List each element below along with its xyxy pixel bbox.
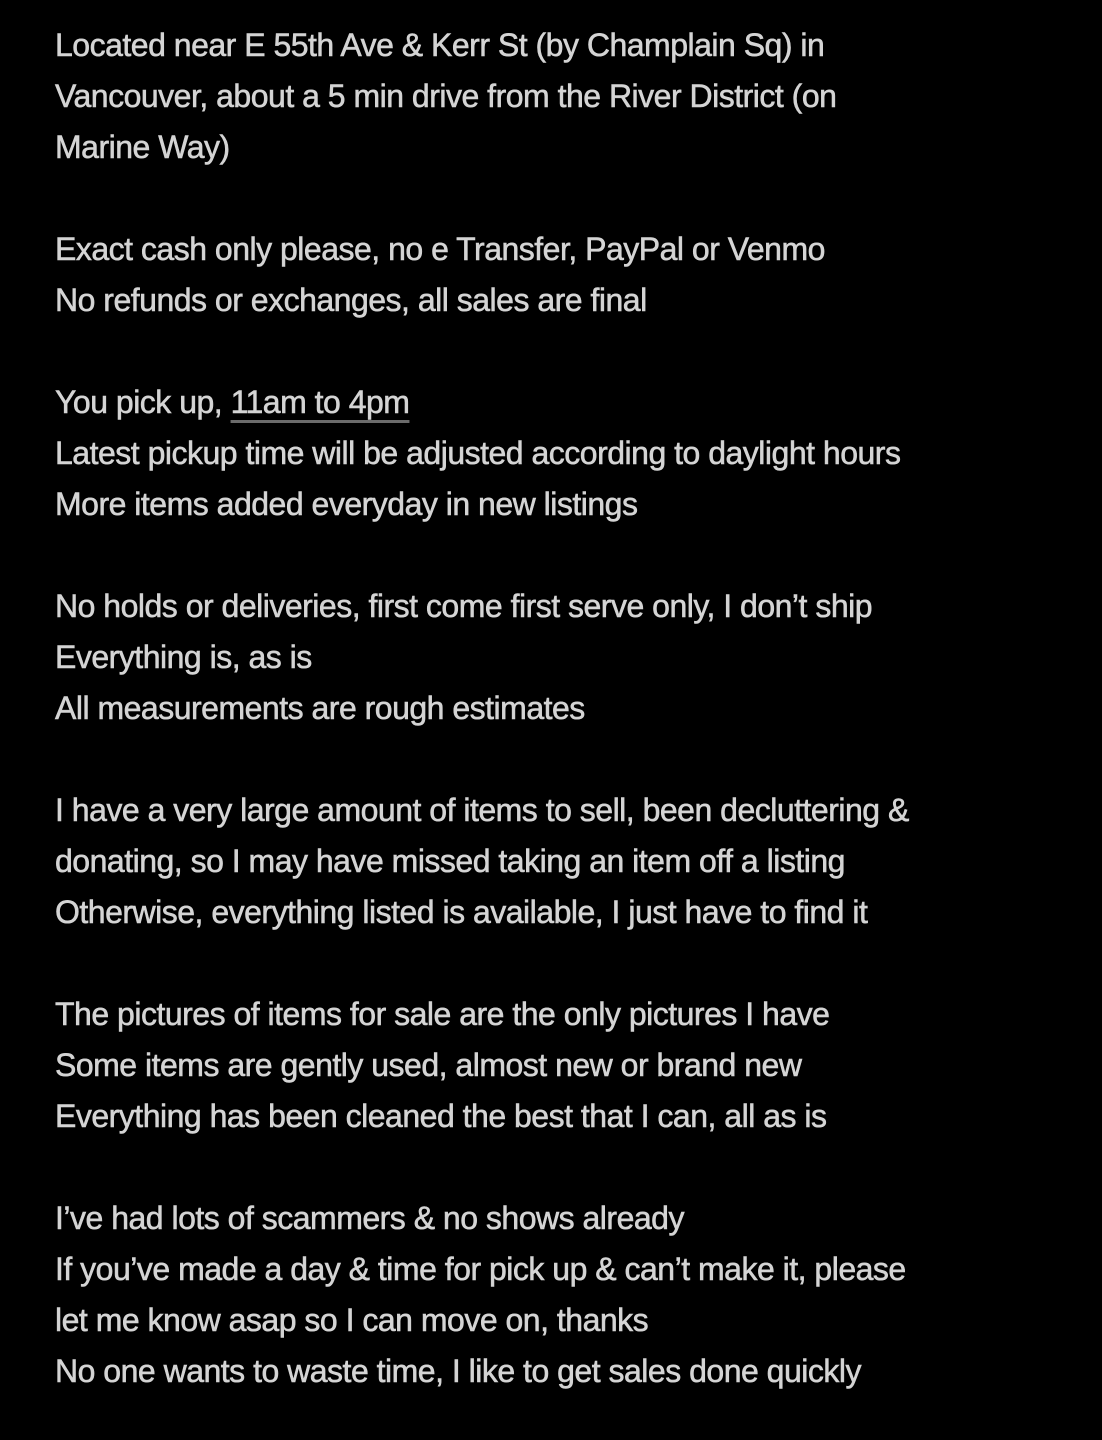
paragraph-inventory (55, 785, 1062, 938)
pickup-hours-line (55, 377, 1062, 428)
text-line: Vancouver, about a 5 min drive from the River District (on (55, 78, 837, 114)
text-line: No one wants to waste time, I like to get sales done quickly (55, 1353, 861, 1389)
text-line: Some items are gently used, almost new or brand new (55, 1047, 802, 1083)
text-line: No holds or deliveries, first come first serve only, I don’t ship (55, 588, 873, 624)
paragraph-condition (55, 989, 1062, 1142)
text-line: More items added everyday in new listings (55, 486, 638, 522)
pickup-prefix-text: You pick up, (55, 384, 231, 420)
text-line: All measurements are rough estimates (55, 690, 585, 726)
text-line: I have a very large amount of items to sell, been decluttering & (55, 792, 909, 828)
text-line: If you’ve made a day & time for pick up & can’t make it, please (55, 1251, 906, 1287)
text-line: donating, so I may have missed taking an item off a listing (55, 843, 845, 879)
text-line: Everything has been cleaned the best that I can, all as is (55, 1098, 827, 1134)
text-line: Located near E 55th Ave & Kerr St (by Champlain Sq) in (55, 27, 825, 63)
paragraph-policies (55, 581, 1062, 734)
paragraph-location (55, 20, 1062, 173)
text-line: Otherwise, everything listed is available, I just have to find it (55, 894, 868, 930)
paragraph-pickup (55, 377, 1062, 530)
text-line: I’ve had lots of scammers & no shows already (55, 1200, 684, 1236)
text-line: Marine Way) (55, 129, 230, 165)
paragraph-no-shows (55, 1193, 1062, 1397)
text-line: Latest pickup time will be adjusted according to daylight hours (55, 435, 901, 471)
pickup-time-link[interactable]: 11am to 4pm (230, 384, 410, 420)
text-line: Everything is, as is (55, 639, 312, 675)
text-line: The pictures of items for sale are the only pictures I have (55, 996, 830, 1032)
text-line: Exact cash only please, no e Transfer, PayPal or Venmo (55, 231, 825, 267)
text-line: let me know asap so I can move on, thanks (55, 1302, 649, 1338)
text-line: No refunds or exchanges, all sales are final (55, 282, 647, 318)
paragraph-payment (55, 224, 1062, 326)
